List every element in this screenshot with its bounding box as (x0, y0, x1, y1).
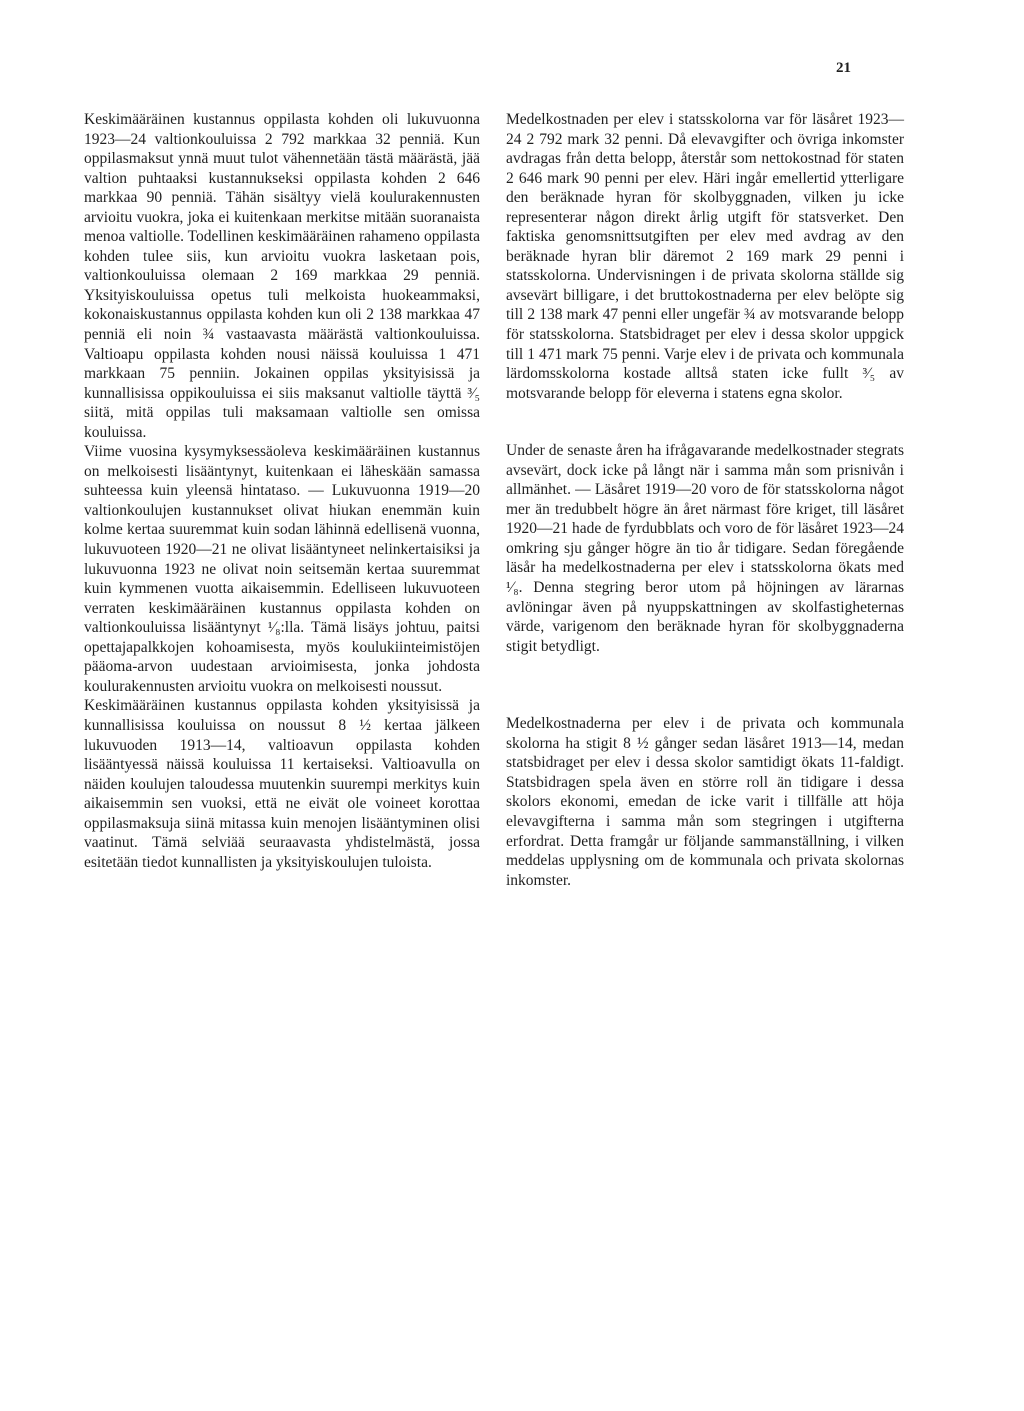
swedish-text-column (506, 110, 904, 890)
paragraph-swedish-1: Medelkostnaden per elev i statsskolorna var för läsåret 1923—24 2 792 mark 32 penni. Då elevavgifter och övriga inkomster avdragas från detta belopp, återstår som nettokostnad för staten 2 646 mark 90 penni per elev. Häri ingår emellertid ytterligare den beräknade hyran för skolbyggnaden, vilken ju icke representerar någon direkt årlig utgift för statsverket. Den faktiska genomsnittsutgiften per elev med avdrag av den beräknade hyran blir däremot 2 169 mark 29 penni i statsskolorna. Undervisningen i de privata skolorna ställde sig avsevärt billigare, i det bruttokostnaderna per elev belöpte sig till 2 138 mark 47 penni eller ungefär ¾ av motsvarande belopp för statsskolorna. Statsbidraget per elev i dessa skolor uppgick till 1 471 mark 75 penni. Varje elev i de privata och kommunala lärdomsskolorna kostade alltså staten icke fullt ³⁄₅ av motsvarande belopp för eleverna i statens egna skolor. (506, 111, 904, 402)
page-number: 21 (836, 60, 851, 76)
paragraph-swedish-2: Under de senaste åren ha ifrågavarande medelkostnader stegrats avsevärt, dock icke på långt när i samma mån som prisnivån i allmänhet. — Läsåret 1919—20 voro de för statsskolorna något mer än tredubbelt högre än året närmast före kriget, till läsåret 1920—21 hade de fyrdubblats och voro de för läsåret 1923—24 omkring sju gånger högre än tio år tidigare. Sedan föregående läsår ha medelkostnaderna per elev i statsskolorna ökats med ¹⁄₈. Denna stegring beror utom på höjningen av lärarnas avlöningar även på nyuppskattningen av skolfastigheternas värde, varigenom den beräknade hyran för skolbyggnaderna stigit betydligt. (506, 442, 904, 655)
paragraph-swedish-3: Medelkostnaderna per elev i de privata och kommunala skolorna ha stigit 8 ½ gånger sedan läsåret 1913—14, medan statsbidraget per elev i dessa skolor samtidigt ökats 11-faldigt. Statsbidragen spela även en större roll än tidigare i dessa skolors ekonomi, emedan de icke varit i tillfälle att höja elevavgifterna i samma mån som stegringen i utgifterna erfordrat. Detta framgår ur följande sammanställning, i vilken meddelas upplysning om de kommunala och privata skolornas inkomster. (506, 715, 904, 889)
paragraph-finnish-3: Keskimääräinen kustannus oppilasta kohden yksityisissä ja kunnallisissa kouluissa on noussut 8 ½ kertaa jälkeen lukuvuoden 1913—14, valtioavun oppilasta kohden lisääntyessä näissä kouluissa 11 kertaiseksi. Valtioavulla on näiden koulujen taloudessa muutenkin suurempi merkitys kuin aikaisemmin sen vuoksi, että ne eivät ole voineet korottaa oppilasmaksuja siinä mitassa kuin menojen lisääntyminen olisi vaatinut. Tämä selviää seuraavasta yhdistelmästä, jossa esitetään tiedot kunnallisten ja yksityiskoulujen tuloista. (84, 697, 480, 871)
finnish-text-column (84, 110, 480, 872)
paragraph-finnish-2: Viime vuosina kysymyksessäoleva keskimääräinen kustannus on melkoisesti lisääntynyt, kuitenkaan ei läheskään samassa suhteessa kuin yleensä hintataso. — Lukuvuonna 1919—20 valtionkoulujen kustannukset olivat hiukan enemmän kuin kolme kertaa suuremmat kuin sodan lähinnä edellisenä vuonna, lukuvuoteen 1920—21 ne olivat lisääntyneet nelinkertaisiksi ja lukuvuonna 1923 ne olivat noin seitsemän kertaa suuremmat kuin kymmenen vuotta aikaisemmin. Edelliseen lukuvuoteen verraten keskimääräinen kustannus oppilasta kohden on valtionkouluissa lisääntynyt ¹⁄₈:lla. Tämä lisäys johtuu, paitsi opettajapalkkojen kohoamisesta, myös koulukiinteimistöjen pääoma-arvon uudestaan arvioimisesta, jonka johdosta koulurakennusten arvioitu vuokra on melkoisesti noussut. (84, 443, 480, 695)
paragraph-finnish-1: Keskimääräinen kustannus oppilasta kohden oli lukuvuonna 1923—24 valtionkouluissa 2 792 markkaa 32 penniä. Kun oppilasmaksut ynnä muut tulot vähennetään tästä määrästä, jää valtion puhtaaksi kustannukseksi oppilasta kohden 2 646 markkaa 90 penniä. Tähän sisältyy vielä koulurakennusten arvioitu vuokra, joka ei kuitenkaan merkitse mitään suoranaista menoa valtiolle. Todellinen keskimääräinen rahameno oppilasta kohden tulee siis, kun arvioitu vuokra lasketaan pois, valtionkouluissa olemaan 2 169 markkaa 29 penniä. Yksityiskouluissa opetus tuli melkoista huokeammaksi, kokonaiskustannus oppilasta kohden kun oli 2 138 markkaa 47 penniä eli noin ¾ vastaavasta määrästä valtionkouluissa. Valtioapu oppilasta kohden nousi näissä kouluissa 1 471 markkaan 75 penniin. Jokainen oppilas yksityisissä ja kunnallisissa oppikouluissa ei siis maksanut valtiolle täyttä ³⁄₅ siitä, mitä oppilas tuli maksamaan valtiolle sen omissa kouluissa. (84, 111, 480, 441)
